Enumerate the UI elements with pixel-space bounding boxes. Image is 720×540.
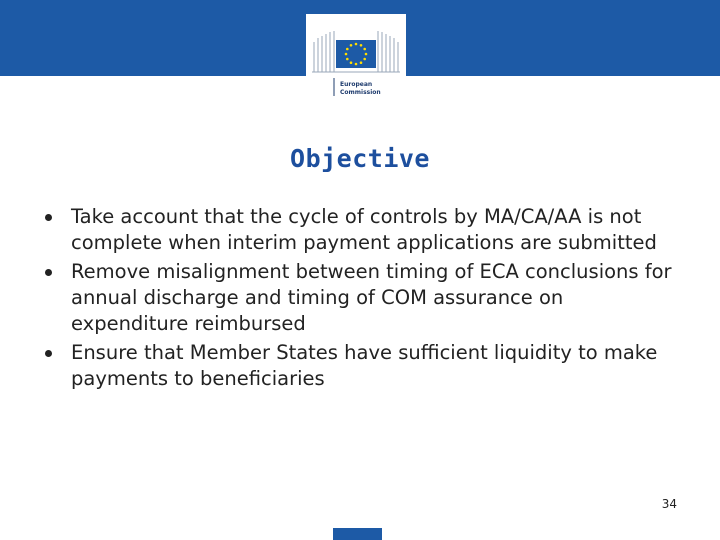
bullet-list <box>44 204 684 395</box>
bullet-item <box>44 259 684 337</box>
bullet-dot-icon <box>45 214 52 221</box>
bullet-text: Take account that the cycle of controls by MA/CA/AA is not complete when interim payment applications are submitted <box>71 205 657 254</box>
bullet-item <box>44 340 684 392</box>
footer-accent-bar <box>333 528 382 540</box>
bullet-text: Remove misalignment between timing of ECA conclusions for annual discharge and timing of COM assurance on expenditure reimbursed <box>71 260 672 335</box>
european-commission-logo <box>306 14 406 104</box>
page-number: 34 <box>661 497 677 511</box>
logo-wordmark <box>340 81 400 97</box>
bullet-dot-icon <box>45 269 52 276</box>
logo-line-1: European <box>340 81 373 88</box>
logo-line-2: Commission <box>340 89 381 96</box>
bullet-item <box>44 204 684 256</box>
bullet-text: Ensure that Member States have sufficient liquidity to make payments to beneficiaries <box>71 341 658 390</box>
bullet-dot-icon <box>45 350 52 357</box>
slide-title: Objective <box>290 144 430 173</box>
